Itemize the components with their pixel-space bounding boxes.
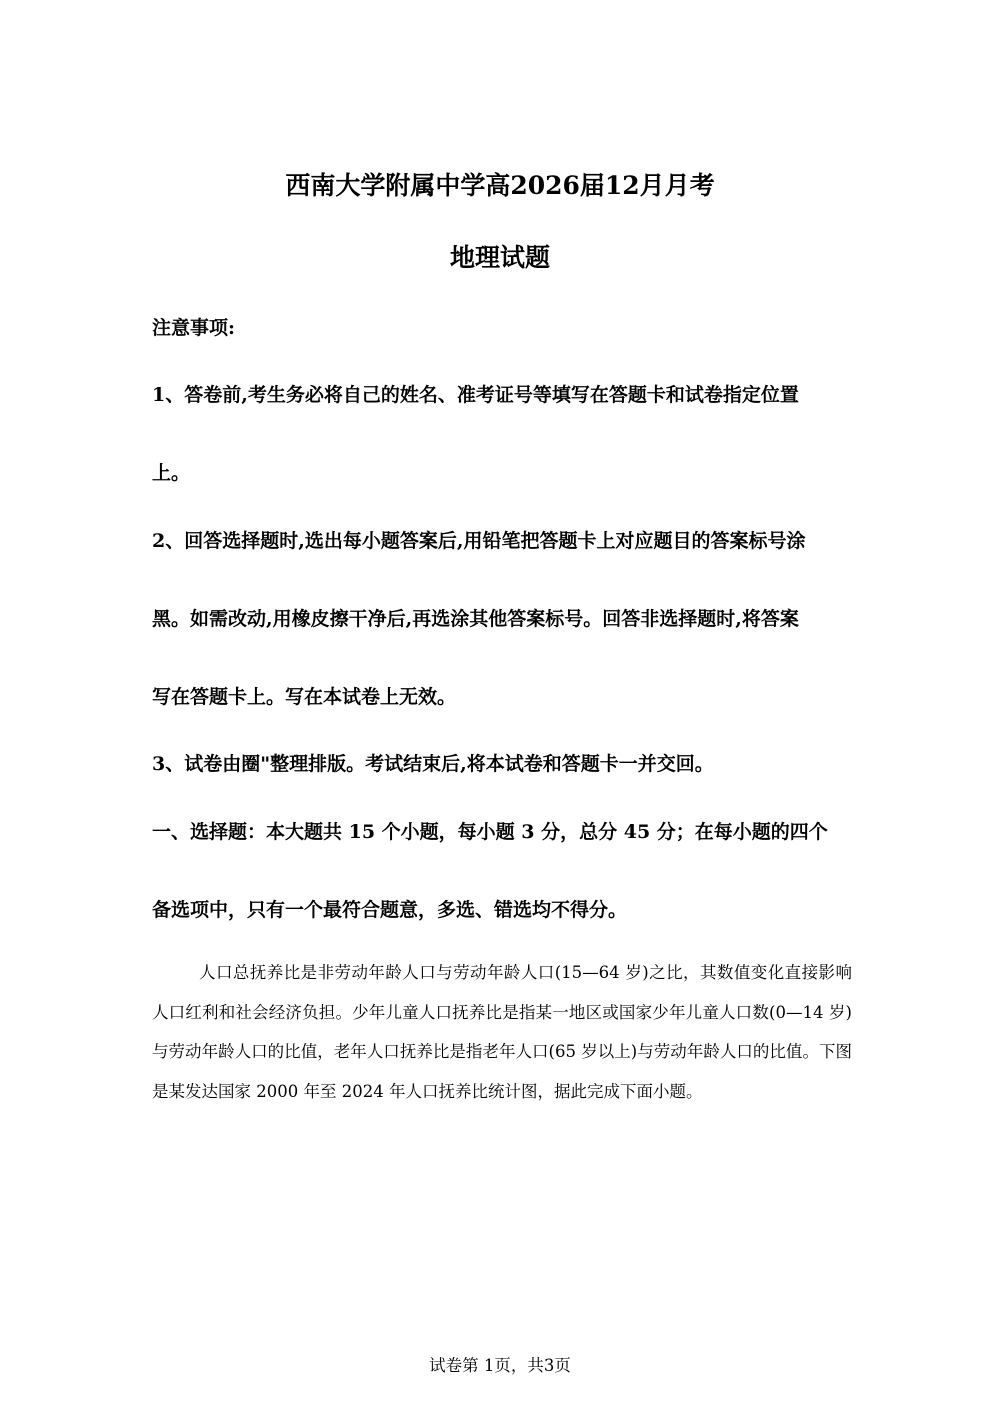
notice-line: 写在答题卡上。写在本试卷上无效。 xyxy=(152,686,457,708)
page-footer: 试卷第 1页，共3页 xyxy=(429,1356,571,1375)
notice-line: 2、回答选择题时,选出每小题答案后,用铅笔把答题卡上对应题目的答案标号涂 xyxy=(152,530,806,552)
section-instruction: 一、选择题：本大题共 15 个小题，每小题 3 分，总分 45 分；在每小题的四个 xyxy=(152,821,828,843)
section-instruction: 备选项中，只有一个最符合题意，多选、错选均不得分。 xyxy=(152,899,628,921)
exam-title: 西南大学附属中学高2026届12月月考 xyxy=(285,171,715,200)
notice-line: 3、试卷由圈"整理排版。考试结束后,将本试卷和答题卡一并交回。 xyxy=(152,753,714,775)
question-passage: 人口总抚养比是非劳动年龄人口与劳动年龄人口(15—64 岁)之比，其数值变化直接影响人口红利和社会经济负担。少年儿童人口抚养比是指某一地区或国家少年儿童人口数(0—14 岁)与劳动年龄人口的比值，老年人口抚养比是指老年人口(65 岁以上)与劳动年龄人口的比值。下图是某发达国家 2000 年至 2024 年人口抚养比统计图，据此完成下面小题。 xyxy=(152,963,852,1101)
notice-line: 上。 xyxy=(152,462,191,484)
notice-heading: 注意事项: xyxy=(152,317,236,339)
notice-line: 黑。如需改动,用橡皮擦干净后,再选涂其他答案标号。回答非选择题时,将答案 xyxy=(152,608,799,630)
notice-line: 1、答卷前,考生务必将自己的姓名、准考证号等填写在答题卡和试卷指定位置 xyxy=(152,384,799,406)
exam-subject: 地理试题 xyxy=(449,243,550,272)
